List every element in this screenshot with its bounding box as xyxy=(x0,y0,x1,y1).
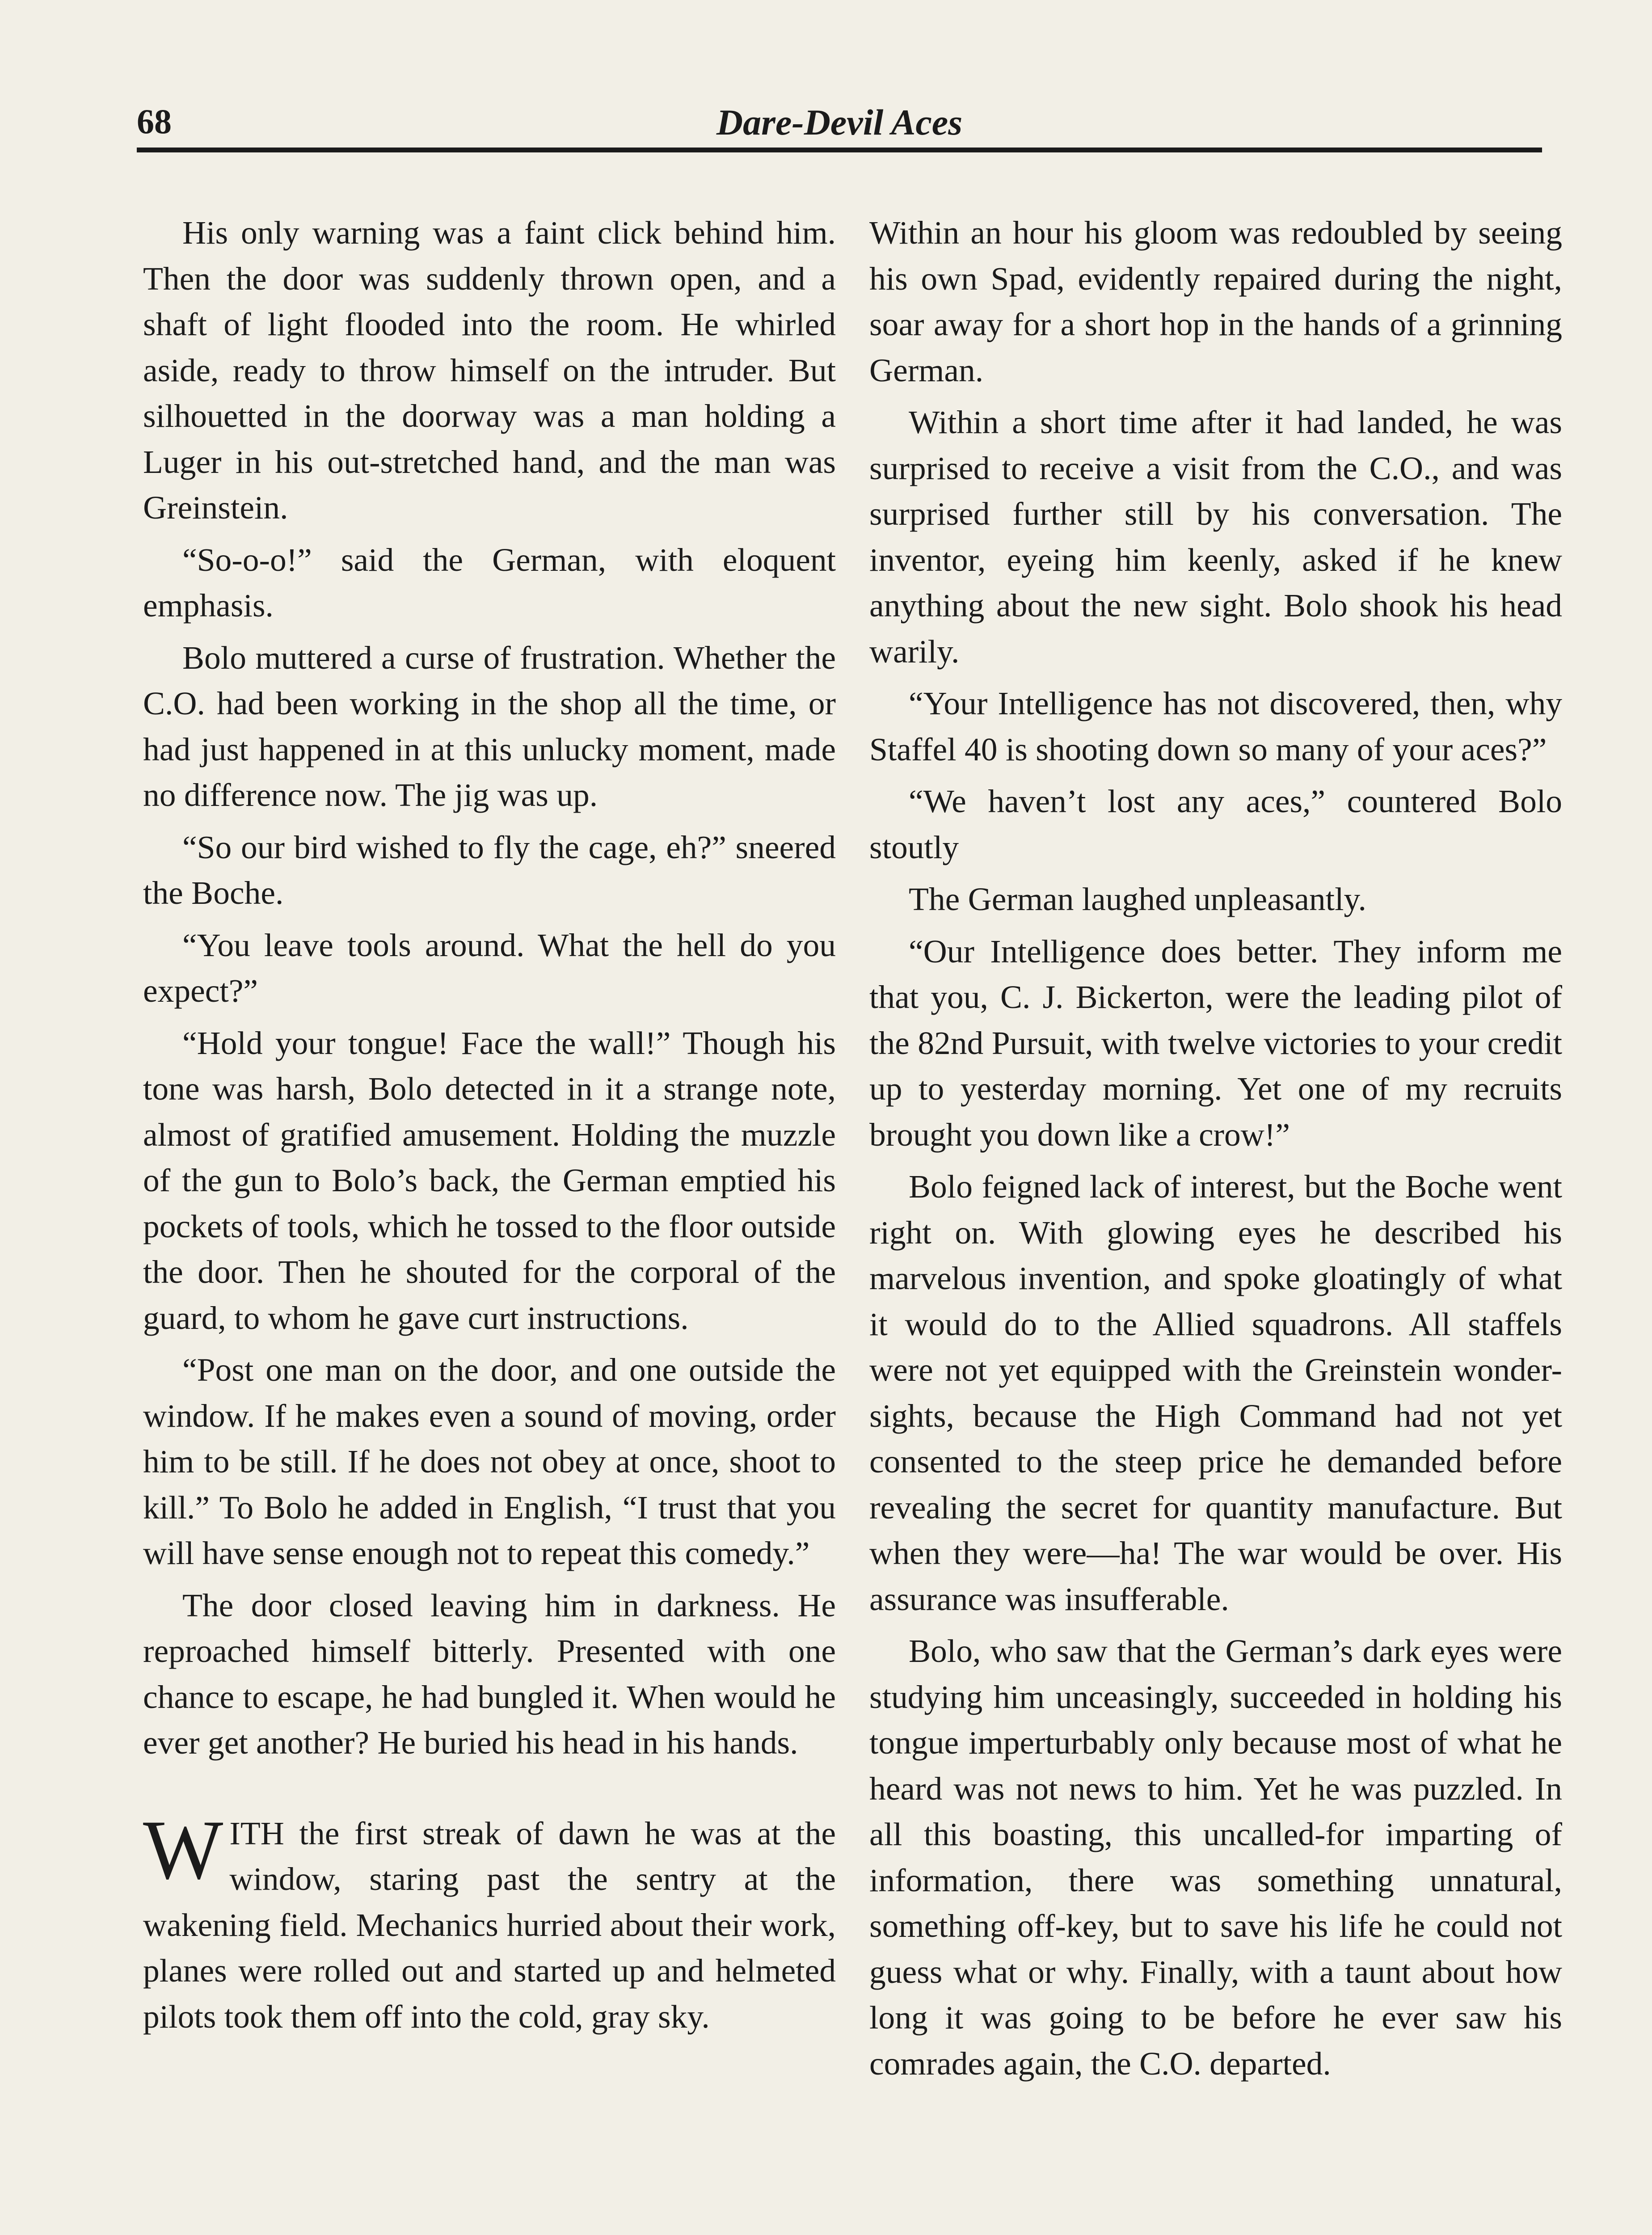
paragraph: “Your Intelligence has not discovered, then, why Staffel 40 is shooting down so many of your aces?” xyxy=(869,685,1562,767)
paragraph: Within a short time after it had landed, he was surprised to receive a visit from the C.O., and was surprised further still by his conversation. The inventor, eyeing him keenly, asked if he knew anything about the new sight. Bolo shook his head warily. xyxy=(869,404,1562,670)
paragraph: “We haven’t lost any aces,” countered Bolo stoutly xyxy=(869,783,1562,865)
drop-cap: W xyxy=(143,1803,223,1897)
paragraph: Bolo, who saw that the German’s dark eyes were studying him unceasingly, succeeded in holding his tongue imperturbably only because most of what he heard was not news to him. Yet he was puzzled. In all this boasting, this uncalled-for imparting of information, there was something unnatural, something off-key, but to save his life he could not guess what or why. Finally, with a taunt about how long it was going to be before he ever saw his comrades again, the C.O. departed. xyxy=(869,1633,1562,2082)
left-column xyxy=(143,210,836,2046)
page-number: 68 xyxy=(137,102,172,141)
right-column xyxy=(869,210,1562,2093)
paragraph: “You leave tools around. What the hell do you expect?” xyxy=(143,927,836,1009)
paragraph: Bolo muttered a curse of frustration. Whether the C.O. had been working in the shop all the time, or had just happened in at this unlucky moment, made no difference now. The jig was up. xyxy=(143,639,836,813)
paragraph: “Our Intelligence does better. They inform me that you, C. J. Bickerton, were the leading pilot of the 82nd Pursuit, with twelve victories to your credit up to yesterday morning. Yet one of my recruits brought you down like a crow!” xyxy=(869,933,1562,1153)
paragraph: “So-o-o!” said the German, with eloquent emphasis. xyxy=(143,541,836,624)
paragraph: The German laughed unpleasantly. xyxy=(909,881,1366,917)
paragraph: “So our bird wished to fly the cage, eh?” sneered the Boche. xyxy=(143,829,836,911)
header-rule xyxy=(137,148,1542,152)
section-paragraph xyxy=(143,1803,836,2040)
paragraph: Bolo feigned lack of interest, but the Boche went right on. With glowing eyes he described his marvelous invention, and spoke gloatingly of what it would do to the Allied squadrons. All staffels were not yet equipped with the Greinstein wonder-sights, because the High Command had not yet consented to the steep price he demanded before revealing the secret for quantity manufacture. But when they were—ha! The war would be over. His assurance was insufferable. xyxy=(869,1168,1562,1617)
paragraph: “Post one man on the door, and one outside the window. If he makes even a sound of moving, order him to be still. If he does not obey at once, shoot to kill.” To Bolo he added in English, “I trust that you will have sense enough not to repeat this comedy.” xyxy=(143,1352,836,1571)
paragraph: Within an hour his gloom was redoubled by seeing his own Spad, evidently repaired during the night, soar away for a short hop in the hands of a grinning German. xyxy=(869,215,1562,388)
section-start xyxy=(143,1803,836,2040)
paragraph: His only warning was a faint click behind him. Then the door was suddenly thrown open, and a shaft of light flooded into the room. He whirled aside, ready to throw himself on the intruder. But silhouetted in the doorway was a man holding a Luger in his out-stretched hand, and the man was Greinstein. xyxy=(143,215,836,526)
section-paragraph-text: ITH the first streak of dawn he was at the window, staring past the sentry at the wakening field. Mechanics hurried about their work, planes were rolled out and started up and helmeted pilots took them off into the cold, gray sky. xyxy=(143,1815,836,2035)
paragraph: The door closed leaving him in darkness. He reproached himself bitterly. Presented with one chance to escape, he had bungled it. When would he ever get another? He buried his head in his hands. xyxy=(143,1587,836,1761)
page-header xyxy=(137,96,1542,163)
magazine-title: Dare-Devil Aces xyxy=(716,102,963,143)
paragraph: “Hold your tongue! Face the wall!” Though his tone was harsh, Bolo detected in it a strange note, almost of gratified amusement. Holding the muzzle of the gun to Bolo’s back, the German emptied his pockets of tools, which he tossed to the floor outside the door. Then he shouted for the corporal of the guard, to whom he gave curt instructions. xyxy=(143,1025,836,1336)
